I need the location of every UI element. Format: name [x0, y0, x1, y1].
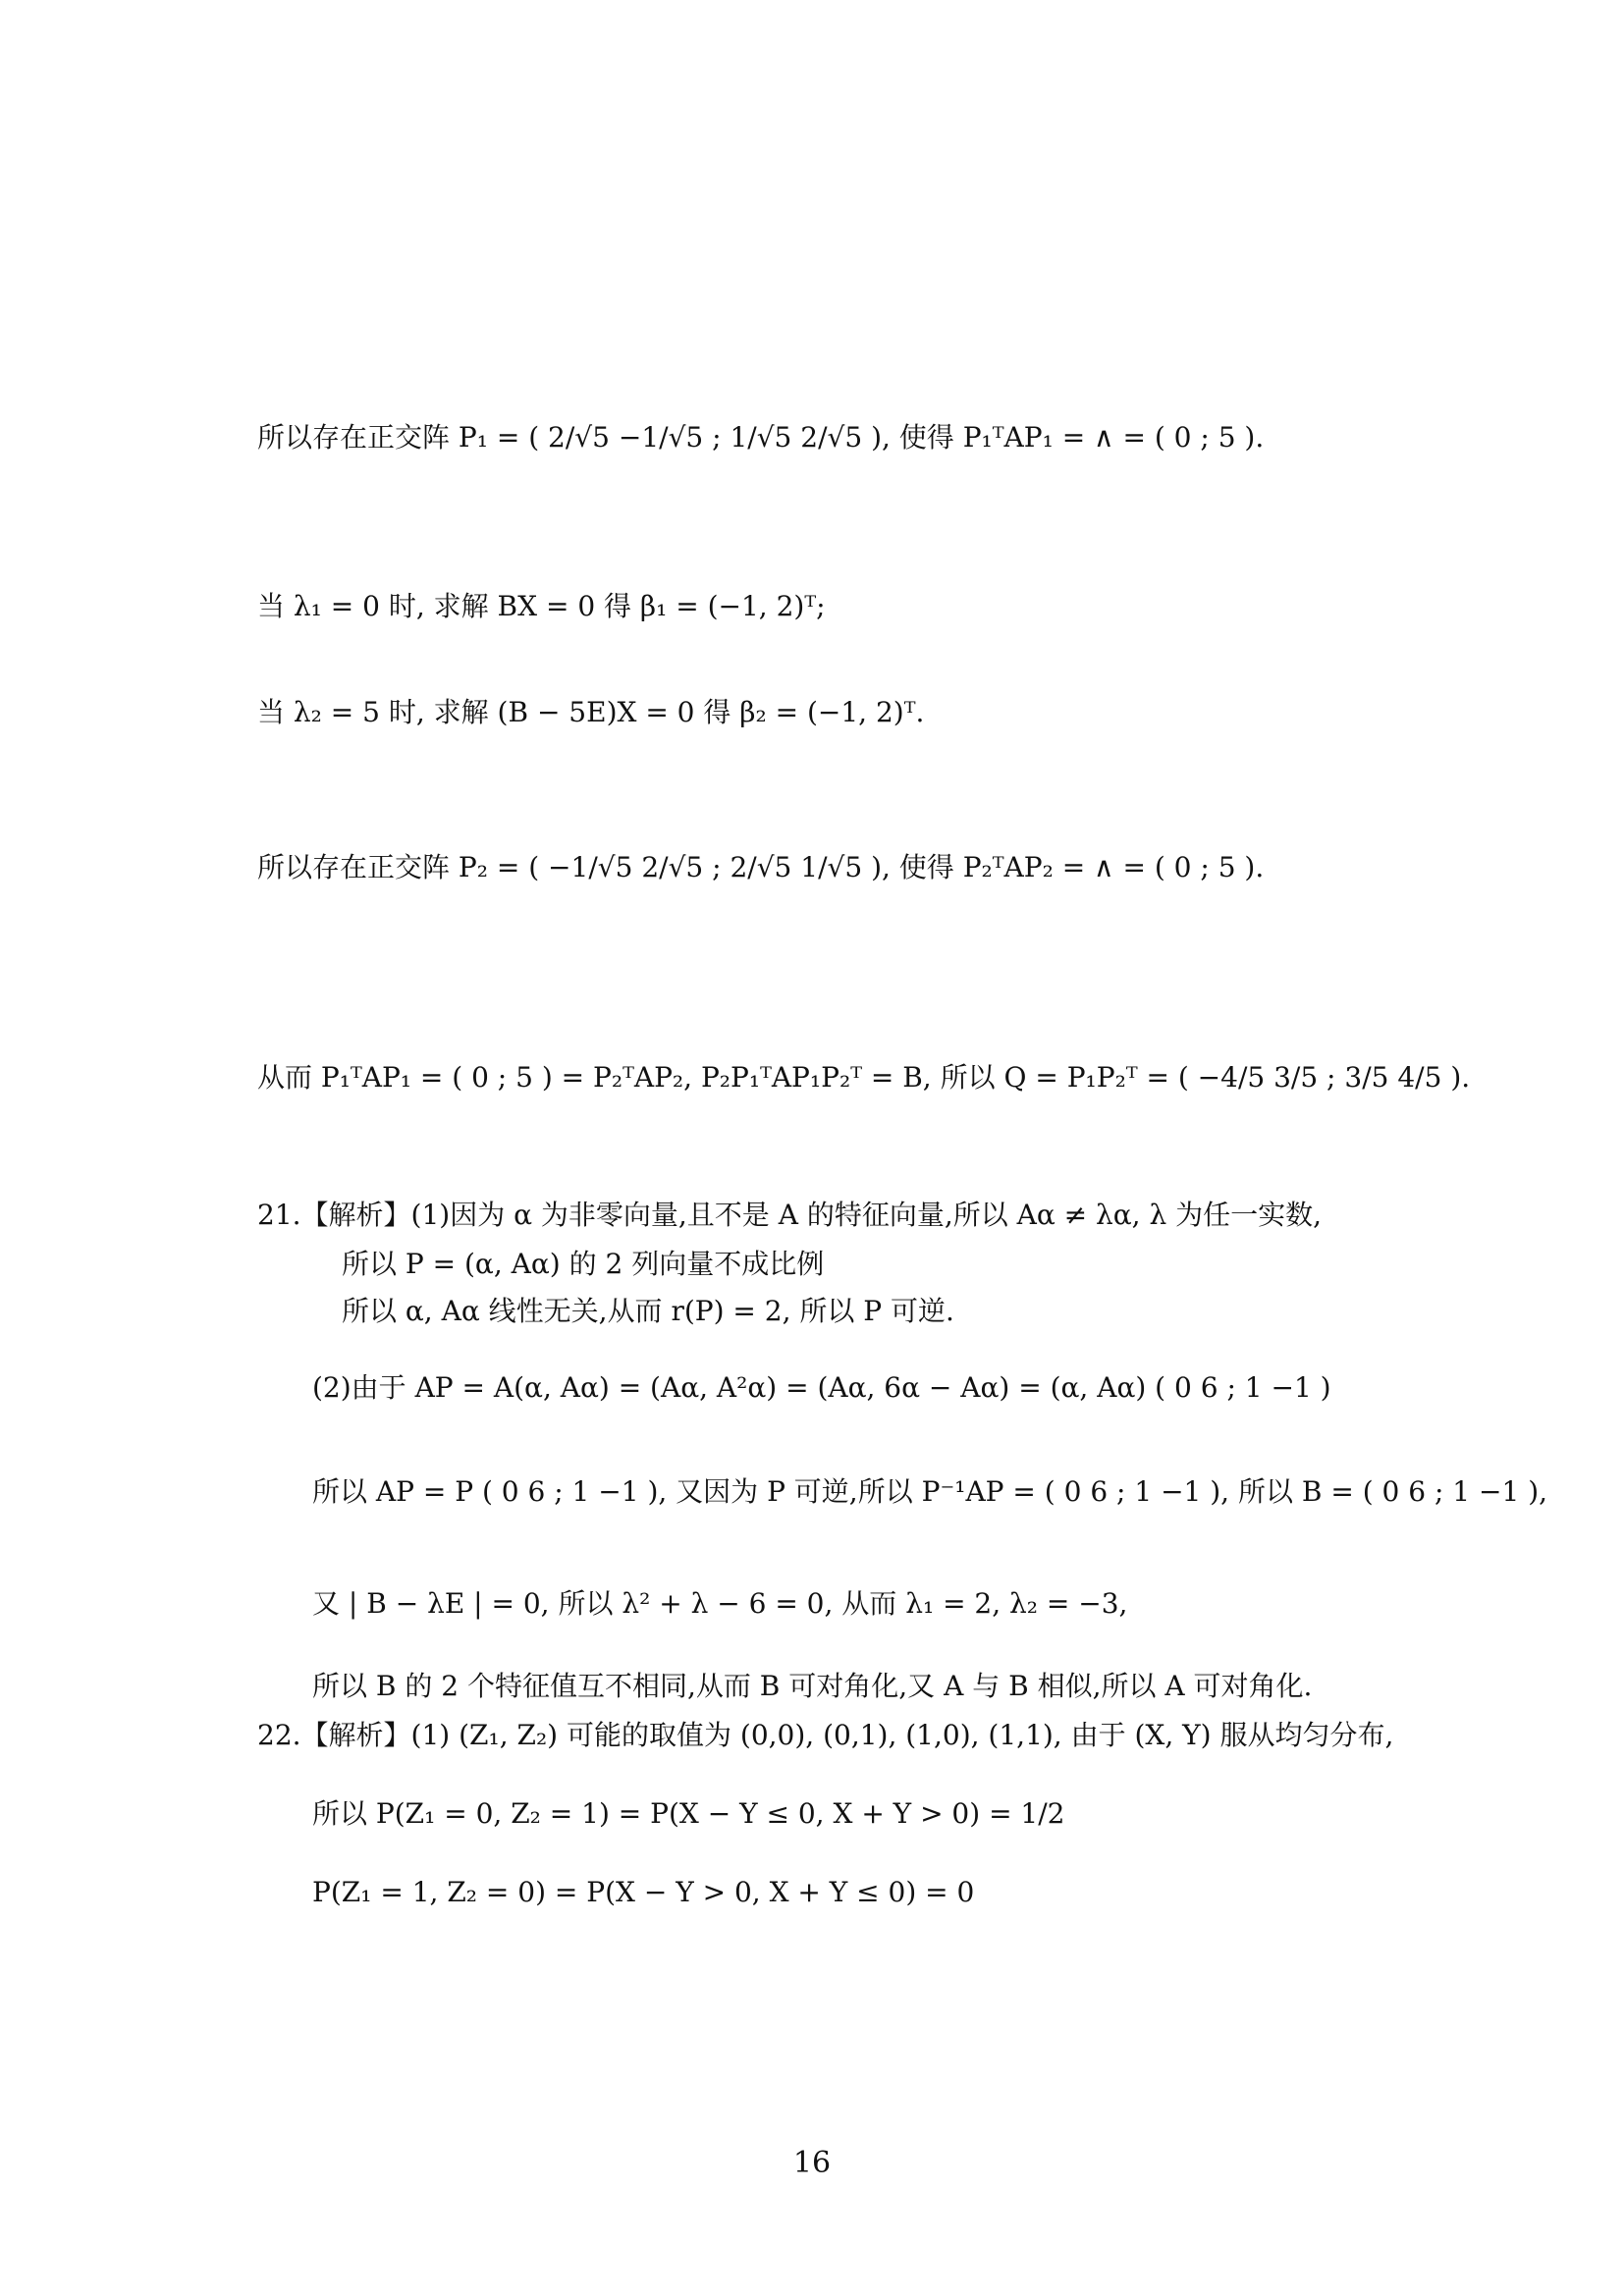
text-line-21-c: (2)由于 AP = A(α, Aα) = (Aα, A²α) = (Aα, 6α − Aα) = (α, Aα) ( 0 6 ; 1 −1 )	[312, 1371, 1331, 1404]
text-line-21-title: 21.【解析】(1)因为 α 为非零向量,且不是 A 的特征向量,所以 Aα ≠ λα, λ 为任一实数,	[257, 1199, 1323, 1231]
text-line-22-b: P(Z₁ = 1, Z₂ = 0) = P(X − Y > 0, X + Y ≤ 0) = 0	[312, 1876, 975, 1908]
text-line-lambda1: 当 λ₁ = 0 时, 求解 BX = 0 得 β₁ = (−1, 2)ᵀ;	[257, 590, 826, 622]
text-line-lambda2: 当 λ₂ = 5 时, 求解 (B − 5E)X = 0 得 β₂ = (−1, 2)ᵀ.	[257, 696, 925, 728]
text-line-q: 从而 P₁ᵀAP₁ = ( 0 ; 5 ) = P₂ᵀAP₂, P₂P₁ᵀAP₁P₂ᵀ = B, 所以 Q = P₁P₂ᵀ = ( −4/5 3/5 ; 3/5 4/5 ).	[257, 1061, 1471, 1094]
text-line-21-d: 所以 AP = P ( 0 6 ; 1 −1 ), 又因为 P 可逆,所以 P⁻¹AP = ( 0 6 ; 1 −1 ), 所以 B = ( 0 6 ; 1 −1 ),	[312, 1475, 1548, 1508]
text-line-p2: 所以存在正交阵 P₂ = ( −1/√5 2/√5 ; 2/√5 1/√5 ), 使得 P₂ᵀAP₂ = ∧ = ( 0 ; 5 ).	[257, 851, 1265, 883]
text-line-22-a: 所以 P(Z₁ = 0, Z₂ = 1) = P(X − Y ≤ 0, X + Y > 0) = 1/2	[312, 1797, 1065, 1830]
text-line-21-f: 所以 B 的 2 个特征值互不相同,从而 B 可对角化,又 A 与 B 相似,所以 A 可对角化.	[312, 1670, 1313, 1702]
text-line-22-title: 22.【解析】(1) (Z₁, Z₂) 可能的取值为 (0,0), (0,1), (1,0), (1,1), 由于 (X, Y) 服从均匀分布,	[257, 1719, 1394, 1751]
text-line-21-a: 所以 P = (α, Aα) 的 2 列向量不成比例	[342, 1248, 825, 1280]
text-line-21-b: 所以 α, Aα 线性无关,从而 r(P) = 2, 所以 P 可逆.	[342, 1295, 954, 1327]
text-line-p1: 所以存在正交阵 P₁ = ( 2/√5 −1/√5 ; 1/√5 2/√5 ), 使得 P₁ᵀAP₁ = ∧ = ( 0 ; 5 ).	[257, 421, 1265, 454]
page-number: 16	[792, 2146, 832, 2180]
text-line-21-e: 又 | B − λE | = 0, 所以 λ² + λ − 6 = 0, 从而 λ₁ = 2, λ₂ = −3,	[312, 1587, 1128, 1620]
